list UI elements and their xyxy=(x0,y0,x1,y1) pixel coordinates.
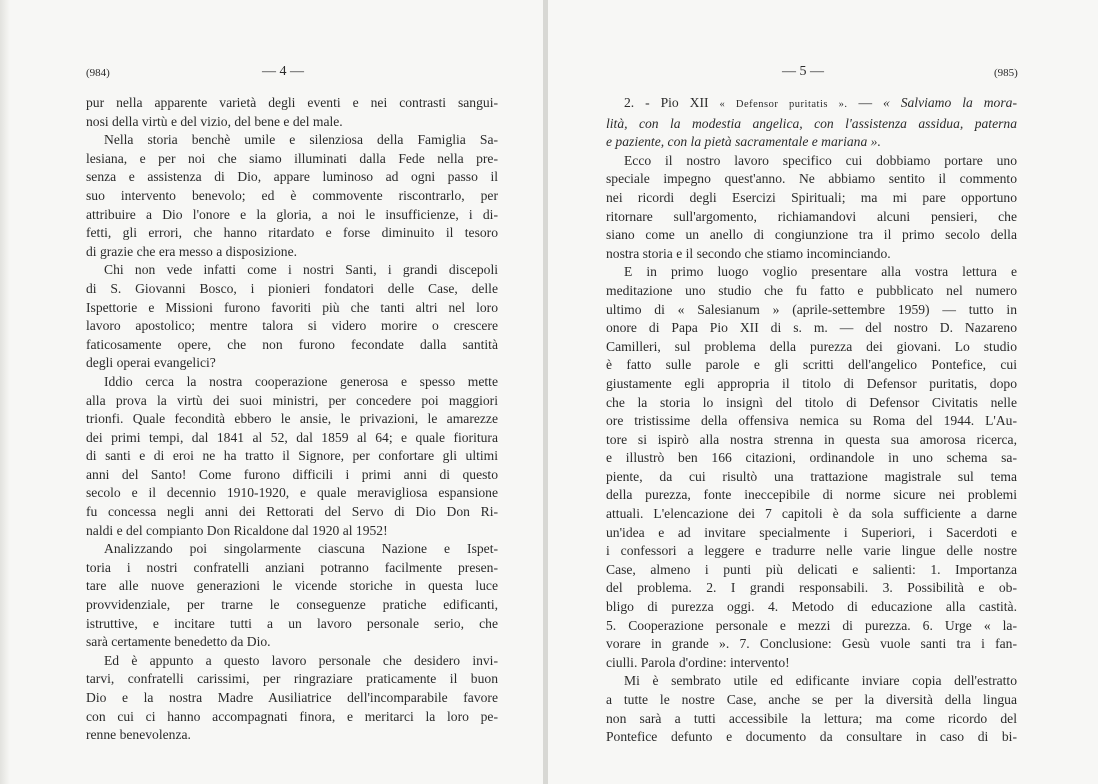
text-line: tore si ispirò alla nostra strenna in questa sua amorosa ricerca, xyxy=(606,431,1017,447)
section-motto-line: e paziente, con la pietà sacramentale e mariana ». xyxy=(606,134,881,150)
text-line: trionfi. Quale fecondità ebbero le ansie, le privazioni, le amarezze xyxy=(86,411,498,427)
text-line: renne benevolenza. xyxy=(86,727,191,743)
text-line: fetti, gli errori, che hanno ritardato e forse diminuito il tesoro xyxy=(86,225,498,241)
text-line: che la storia lo insignì del titolo di Defensor Civitatis nelle xyxy=(606,394,1017,410)
text-line: con cui ci hanno accompagnati finora, e meritarci la loro pe- xyxy=(86,708,498,724)
text-line: di S. Giovanni Bosco, i pionieri fondatori delle Case, delle xyxy=(86,280,498,296)
text-line: siano come un anello di congiunzione tra il primo secolo della xyxy=(606,227,1017,243)
text-line: Mi è sembrato utile ed edificante inviare copia dell'estratto xyxy=(624,673,1017,689)
text-line: attuali. L'elencazione dei 7 capitoli è da sola sufficiente a darne xyxy=(606,506,1017,522)
text-line: ritornare sull'argomento, richiamandovi alcuni pensieri, che xyxy=(606,208,1017,224)
text-line: Ecco il nostro lavoro specifico cui dobbiamo portare uno xyxy=(624,152,1017,168)
text-line: nei ricordi degli Esercizi Spirituali; ma mi pare opportuno xyxy=(606,189,1017,205)
text-line: Nella storia benchè umile e silenziosa della Famiglia Sa- xyxy=(104,132,498,148)
text-line: sarà certamente benedetto da Dio. xyxy=(86,634,271,650)
text-line: 5. Cooperazione personale e mezzi di purezza. 6. Urge « la- xyxy=(606,617,1017,633)
text-line: del problema. 2. I grandi responsabili. 3. Possibilità e ob- xyxy=(606,580,1017,596)
text-line: lesiana, e per noi che siamo illuminati dalla Fede nella pre- xyxy=(86,150,498,166)
text-line: lavoro apostolico; mentre talora si videro morire o crescere xyxy=(86,318,498,334)
text-line: vorare in grande ». 7. Conclusione: Gesù vuole santi tra i fan- xyxy=(606,636,1017,652)
text-line: toria i nostri confratelli anziani potranno facilmente presen- xyxy=(86,559,498,575)
text-line: giustamente egli appropria il titolo di Defensor puritatis, dopo xyxy=(606,375,1017,391)
text-line: Pontefice defunto e documento da consultare in caso di bi- xyxy=(606,729,1017,745)
text-line: ciulli. Parola d'ordine: intervento! xyxy=(606,654,790,670)
text-line: onore di Papa Pio XII di s. m. — del nostro D. Nazareno xyxy=(606,320,1017,336)
text-line: Dio e la nostra Madre Ausiliatrice dell'incomparabile favore xyxy=(86,690,498,705)
text-line: anni del Santo! Come furono difficili i primi anni di questo xyxy=(86,466,498,482)
text-line: di grazie che era messo a disposizione. xyxy=(86,243,298,259)
text-line: ore tristissime della offensiva nemica su Roma del 1944. L'Au- xyxy=(606,413,1017,429)
text-line: Chi non vede infatti come i nostri Santi, i grandi discepoli xyxy=(104,262,498,278)
right-page-number: (985) xyxy=(994,67,1018,79)
heading-dash: — xyxy=(858,95,873,110)
page-edge-shadow xyxy=(0,0,10,784)
left-folio: — 4 — xyxy=(262,64,304,79)
text-line: fu concessa negli anni dei Rettorati del Servo di Dio Don Ri- xyxy=(86,504,498,520)
left-page-number: (984) xyxy=(86,67,110,79)
text-line: Camilleri, sul problema della purezza dei giovani. Lo studio xyxy=(606,338,1017,354)
text-line: Analizzando poi singolarmente ciascuna Nazione e Ispet- xyxy=(104,541,498,557)
text-line: e illustrò ben 166 citazioni, ordinandole in uno schema sa- xyxy=(606,450,1017,466)
text-line: è fatto sulle parole e gli scritti dell'angelico Pontefice, cui xyxy=(606,357,1017,373)
text-line: pur nella apparente varietà degli eventi e nei contrasti sangui- xyxy=(86,95,498,110)
section-heading xyxy=(606,94,1017,115)
text-line: ultimo di « Salesianum » (aprile-settembre 1959) — tutto in xyxy=(606,301,1017,317)
text-line: degli operai evangelici? xyxy=(86,355,216,371)
text-line: naldi e del compianto Don Ricaldone dal 1920 al 1952! xyxy=(86,522,388,538)
text-line: tare alle nuove generazioni le vicende storiche in questa luce xyxy=(86,578,498,594)
text-line: i confessori a leggere e tradurre nelle varie lingue delle nostre xyxy=(606,543,1017,559)
section-title: « Defensor puritatis ». xyxy=(719,99,848,110)
text-line: suo intervento benevolo; ed è commovente riscontrarlo, per xyxy=(86,187,498,203)
section-motto: « Salviamo la mora- xyxy=(882,95,1017,110)
section-number: 2. - Pio XII xyxy=(624,95,709,110)
text-line: un'idea e ad invitare specialmente i Superiori, i Sacerdoti e xyxy=(606,524,1017,540)
left-body-text xyxy=(86,94,498,745)
text-line: secolo e il decennio 1910-1920, e quale meravigliosa espansione xyxy=(86,485,498,501)
text-line: senza e assistenza di Dio, appare luminoso ad ogni passo il xyxy=(86,169,498,185)
text-line: Case, almeno i punti più delicati e salienti: 1. Importanza xyxy=(606,561,1017,577)
text-line: bligo di purezza oggi. 4. Metodo di educazione alla castità. xyxy=(606,599,1017,615)
right-paragraphs xyxy=(606,152,1017,747)
section-motto-line: lità, con la modestia angelica, con l'assistenza assidua, paterna xyxy=(606,115,1017,131)
right-body-text xyxy=(606,94,1017,747)
text-line: provvidenziale, per trarne le conseguenze pratiche edificanti, xyxy=(86,597,498,613)
text-line: Ed è appunto a questo lavoro personale che desidero invi- xyxy=(104,652,498,668)
text-line: nosi della virtù e del vizio, del bene e del male. xyxy=(86,113,343,129)
left-page xyxy=(0,0,543,784)
text-line: piente, da cui risultò una trattazione magistrale sul tema xyxy=(606,468,1017,484)
text-line: Iddio cerca la nostra cooperazione generosa e spesso mette xyxy=(104,373,498,389)
text-line: alla prova la virtù dei suoi ministri, per concedere poi maggiori xyxy=(86,392,498,408)
text-line: speciale impegno quest'anno. Ne abbiamo sentito il commento xyxy=(606,171,1017,187)
text-line: faticosamente opere, che non furono fecondate dalla santità xyxy=(86,336,498,352)
text-line: meditazione uno studio che fu fatto e pubblicato nel numero xyxy=(606,282,1017,298)
text-line: a tutte le nostre Case, anche se per la diversità della lingua xyxy=(606,692,1017,707)
text-line: attribuire a Dio l'onore e la gloria, a noi le insufficienze, i di- xyxy=(86,206,498,222)
text-line: istruttive, e incitare tutti a un lavoro personale serio, che xyxy=(86,615,498,631)
text-line: E in primo luogo voglio presentare alla vostra lettura e xyxy=(624,264,1017,280)
text-line: nostra storia e il secondo che stiamo incominciando. xyxy=(606,245,891,261)
text-line: di santi e di eroi ne ha tratto il Signore, per confortare gli ultimi xyxy=(86,448,498,464)
text-line: tarvi, confratelli carissimi, per ringraziare praticamente il buon xyxy=(86,671,498,687)
text-line: dei primi tempi, dal 1841 al 52, dal 1859 al 64; e quale fioritura xyxy=(86,429,498,445)
text-line: della purezza, fonte ineccepibile di norme sicure nei problemi xyxy=(606,487,1017,503)
right-folio: — 5 — xyxy=(782,64,824,79)
text-line: non sarà a tutti accessibile la lettura; ma come ricordo del xyxy=(606,710,1017,726)
text-line: Ispettorie e Missioni furono favoriti più che tanti altri nel loro xyxy=(86,299,498,315)
